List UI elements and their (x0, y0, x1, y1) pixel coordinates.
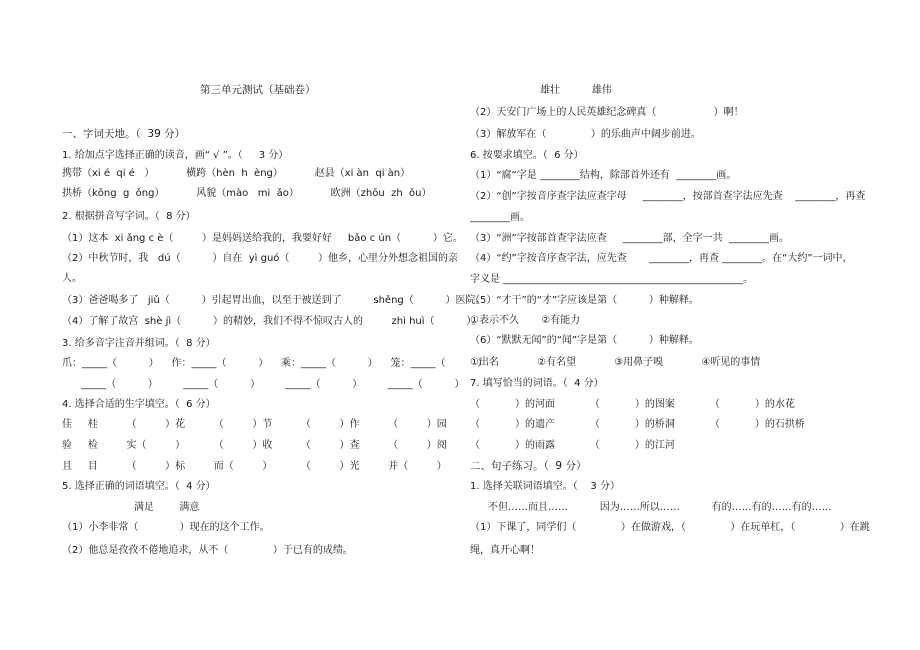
section-2-heading: 二、句子练习。（ 9 分） (470, 460, 587, 472)
q6-line-2: （2）“创”字按音序查字法应查字母 ________，按部首查字法应先查 ________，再查 (470, 191, 866, 202)
s1-line-2: 绳，真开心啊！ (470, 545, 540, 556)
q5-line-2: （2）他总是孜孜不倦地追求，从不（ ）于已有的成绩。 (62, 545, 353, 556)
q6-line-8: ①表示不久 ②有能力 (470, 315, 581, 326)
section-1-heading: 一、字词天地。（ 39 分） (62, 128, 186, 140)
q6-line-10: ①出名 ②有名望 ③用鼻子嗅 ④听见的事情 (470, 357, 761, 368)
s1-line-1: （1）下课了，同学们（ ）在做游戏，（ ）在玩单杠，（ ）在跳 (470, 522, 870, 533)
q7-heading: 7. 填写恰当的词语。（ 4 分） (470, 378, 604, 389)
s1-heading: 1. 选择关联词语填空。（ 3 分） (470, 481, 620, 492)
q1-heading: 1. 给加点字选择正确的读音，画“ √ ”。（ 3 分） (62, 150, 289, 161)
r-line-1: （2）天安门广场上的人民英雄纪念碑真（ ）啊！ (470, 107, 744, 118)
r-line-2: （3）解放军在（ ）的乐曲声中阔步前进。 (470, 129, 701, 140)
q2-line-1: （1）这本 xi ǎng c è（ ）是妈妈送给我的，我要好好 bǎo c ún（ ）它。 (62, 233, 463, 244)
q4-line-1: 佳 桂 （ ）花 （ ）节 （ ）作 （ ）园 (62, 419, 447, 430)
q7-line-2: （ ）的遗产 （ ）的桥洞 （ ）的石拱桥 (470, 419, 805, 430)
q6-line-3: ________画。 (470, 212, 530, 223)
q2-heading: 2. 根据拼音写字词。（ 8 分） (62, 211, 196, 222)
q3-heading: 3. 给多音字注音并组词。（ 8 分） (62, 338, 216, 349)
q2-line-4: （3）爸爸喝多了 jiǔ（ ）引起胃出血，以至于被送到了 shěng（ ）医院。 (62, 295, 486, 306)
exam-title: 第三单元测试（基础卷） (200, 84, 316, 96)
q4-line-3: 且 目 （ ）标 而（ ） （ ）光 并（ ） (62, 461, 447, 472)
q1-line-1: 携带（xi é qi é ） 横跨（hèn h èng） 赵县（xi àn qi àn） (62, 168, 411, 179)
q3-line-2: _____（ ） _____（ ） _____（ ） _____（ ） (62, 379, 465, 390)
q3-line-1: 爪：_____（ ） 作：_____（ ） 乘：_____（ ） 笼：_____（ ） (62, 358, 488, 369)
q4-line-2: 验 检 实（ ） （ ）收 （ ）查 （ ）阅 (62, 440, 447, 451)
s1-options: 不但……而且…… 因为……所以…… 有的……有的……有的…… (488, 502, 832, 513)
q6-line-4: （3）“洲”字按部首查字法应查 ________部，全字一共 ________画。 (470, 233, 789, 244)
q1-line-2: 拱桥（kǒng g ǒng） 风貌（mào mi ǎo） 欧洲（zhōu zh ǒu） (62, 188, 432, 199)
q7-line-1: （ ）的河面 （ ）的图案 （ ）的水花 (470, 399, 795, 410)
q6-line-6: 字义是 ________________________________________________。 (470, 274, 754, 285)
q6-line-1: （1）“腐”字是 ________结构，除部首外还有 ________画。 (470, 170, 737, 181)
q6-heading: 6. 按要求填空。（ 6 分） (470, 150, 584, 161)
q2-line-3: 人。 (62, 273, 82, 284)
q6-line-5: （4）“约”字按音序查字法，应先查 ________，再查 ________。在“大约”一词中， (470, 253, 853, 264)
q2-line-2: （2）中秋节时，我 dú（ ）自在 yì guó（ ）他乡，心里分外想念祖国的亲 (62, 253, 459, 264)
q7-line-3: （ ）的雨露 （ ）的江河 (470, 440, 675, 451)
q4-heading: 4. 选择合适的生字填空。（ 6 分） (62, 399, 216, 410)
r-word-options: 雄壮 雄伟 (540, 85, 612, 96)
q2-line-5: （4）了解了故宫 shè jì（ ）的精妙，我们不得不惊叹古人的 zhì huì（ ）。 (62, 316, 482, 327)
q6-line-9: （6）“默默无闻”的“闻”字是第（ ）种解释。 (470, 335, 699, 346)
q5-word-options: 满足 满意 (134, 502, 200, 513)
q5-line-1: （1）小李非常（ ）现在的这个工作。 (62, 522, 270, 533)
q6-line-7: （5）“才干”的“才”字应该是第（ ）种解释。 (470, 295, 699, 306)
q5-heading: 5. 选择正确的词语填空。（ 4 分） (62, 481, 216, 492)
